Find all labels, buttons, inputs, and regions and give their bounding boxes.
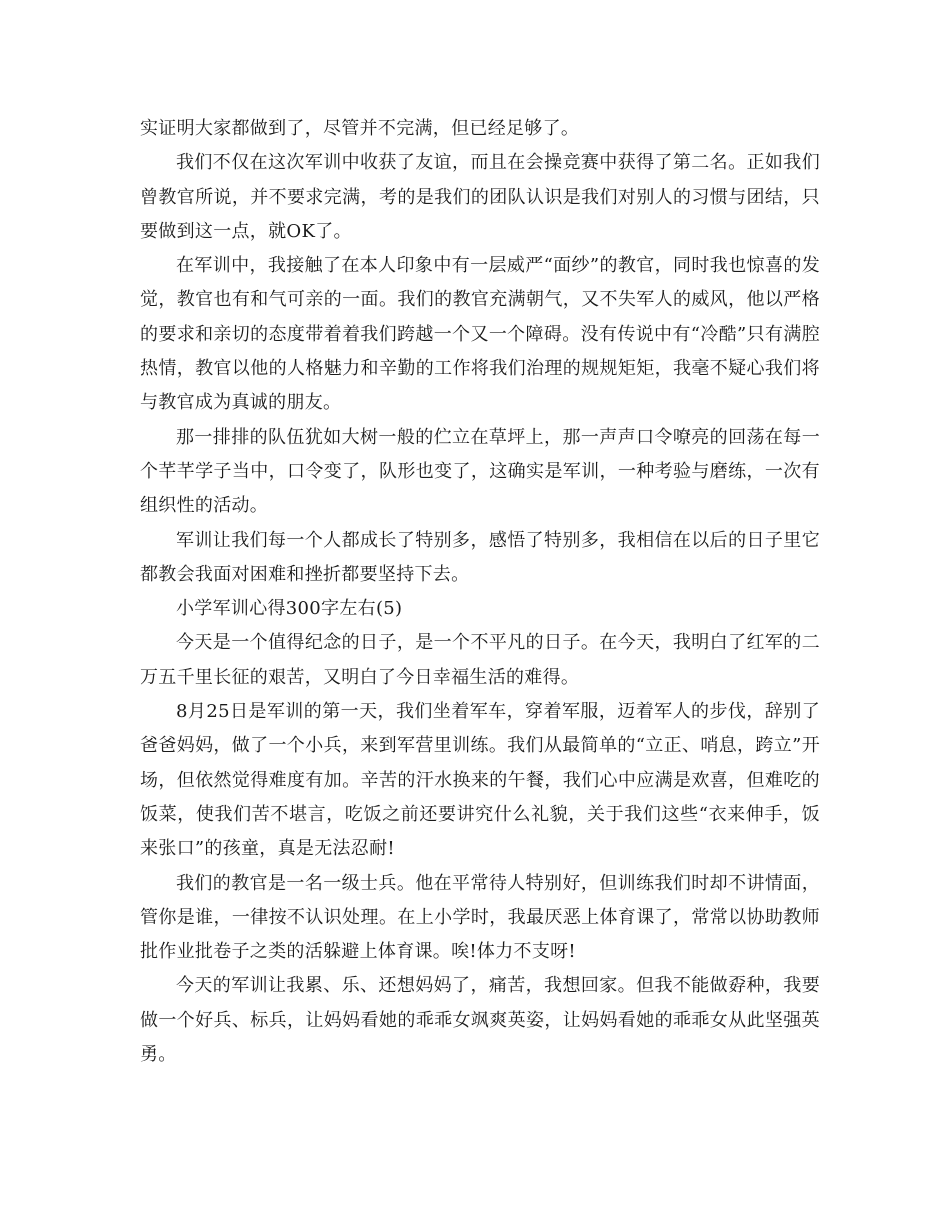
document-body — [140, 112, 820, 1072]
paragraph-formation: 那一排排的队伍犹如大树一般的伫立在草坪上，那一声声口令嘹亮的回荡在每一个芊芊学子当中，口令变了，队形也变了，这确实是军训，一种考验与磨练，一次有组织性的活动。 — [140, 426, 820, 517]
paragraph-friendship: 我们不仅在这次军训中收获了友谊，而且在会操竞赛中获得了第二名。正如我们曾教官所说，并不要求完满，考的是我们的团队认识是我们对别人的习惯与团结，只要做到这一点，就OK了。 — [140, 152, 820, 242]
paragraph-conclusion: 今天的军训让我累、乐、还想妈妈了，痛苦，我想回家。但我不能做孬种，我要做一个好兵、标兵，让妈妈看她的乖乖女飒爽英姿，让妈妈看她的乖乖女从此坚强英勇。 — [140, 975, 820, 1066]
paragraph-memorable-day: 今天是一个值得纪念的日子，是一个不平凡的日子。在今天，我明白了红军的二万五千里长征的艰苦，又明白了今日幸福生活的难得。 — [140, 632, 820, 688]
paragraph-soldier-instructor: 我们的教官是一名一级士兵。他在平常待人特别好，但训练我们时却不讲情面，管你是谁，一律按不认识处理。在上小学时，我最厌恶上体育课了，常常以协助教师批作业批卷子之类的活躲避上体育课。唉!体力不支呀! — [140, 872, 820, 963]
paragraph-continued: 实证明大家都做到了，尽管并不完满，但已经足够了。 — [140, 118, 580, 139]
paragraph-first-day: 8月25日是军训的第一天，我们坐着军车，穿着军服，迈着军人的步伐，辞别了爸爸妈妈，做了一个小兵，来到军营里训练。我们从最简单的“立正、哨息，跨立”开场，但依然觉得难度有加。辛苦的汗水换来的午餐，我们心中应满是欢喜，但难吃的饭菜，使我们苦不堪言，吃饭之前还要讲究什么礼貌，关于我们这些“衣来伸手，饭来张口”的孩童，真是无法忍耐! — [140, 701, 820, 860]
paragraph-growth: 军训让我们每一个人都成长了特别多，感悟了特别多，我相信在以后的日子里它都教会我面对困难和挫折都要坚持下去。 — [140, 529, 820, 585]
paragraph-instructor: 在军训中，我接触了在本人印象中有一层威严“面纱”的教官，同时我也惊喜的发觉，教官也有和气可亲的一面。我们的教官充满朝气，又不失军人的威风，他以严格的要求和亲切的态度带着着我们跨越一个又一个障碍。没有传说中有“冷酷”只有满腔热情，教官以他的人格魅力和辛勤的工作将我们治理的规规矩矩，我毫不疑心我们将与教官成为真诚的朋友。 — [140, 255, 820, 414]
section-heading: 小学军训心得300字左右(5) — [176, 598, 403, 620]
